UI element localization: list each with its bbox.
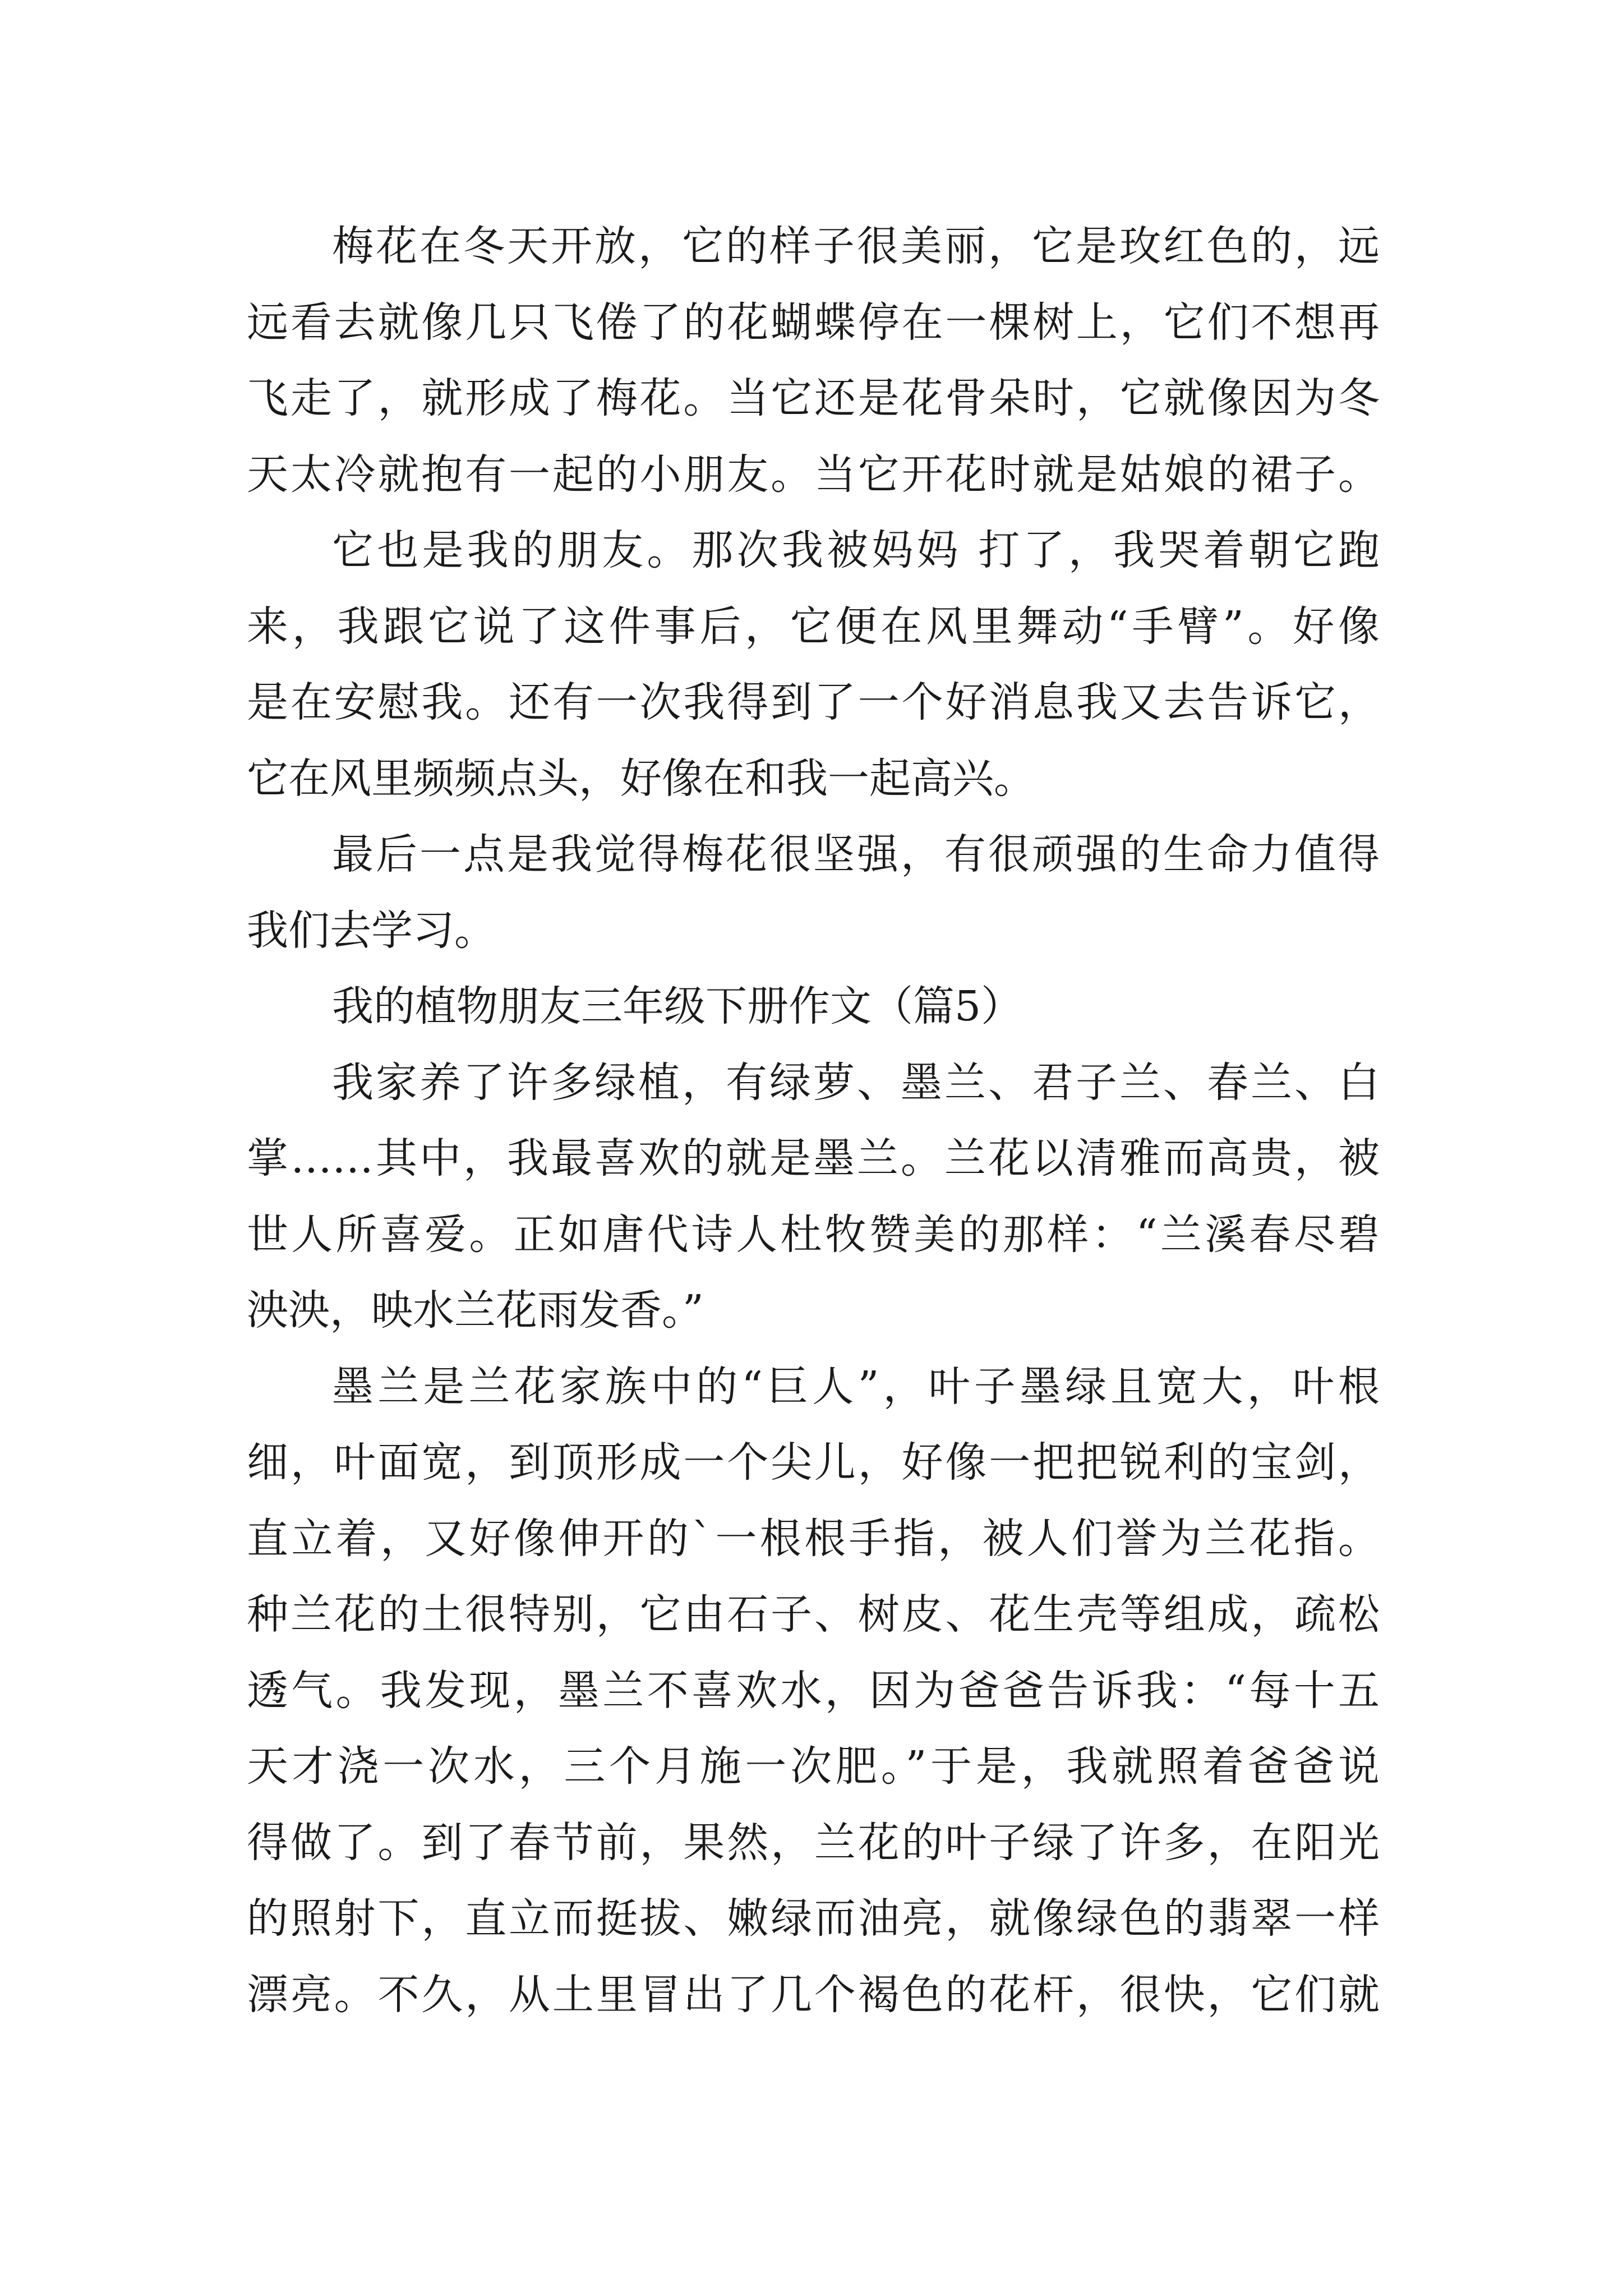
text-line: 是在安慰我。还有一次我得到了一个好消息我又去告诉它， <box>247 678 1380 726</box>
text-line: 我家养了许多绿植，有绿萝、墨兰、君子兰、春兰、白 <box>332 1058 1380 1107</box>
text-line: 远看去就像几只飞倦了的花蝴蝶停在一棵树上，它们不想再 <box>247 298 1380 347</box>
text-line: 我们去学习。 <box>247 906 496 955</box>
text-line: 它也是我的朋友。那次我被妈妈 打了，我哭着朝它跑 <box>332 526 1380 574</box>
text-line: 来，我跟它说了这件事后，它便在风里舞动“手臂”。好像 <box>247 602 1380 651</box>
text-line: 飞走了，就形成了梅花。当它还是花骨朵时，它就像因为冬 <box>247 374 1380 422</box>
text-line: 漂亮。不久，从土里冒出了几个褐色的花杆，很快，它们就 <box>247 1970 1380 2019</box>
text-line: 天才浇一次水，三个月施一次肥。”于是，我就照着爸爸说 <box>247 1742 1380 1791</box>
text-line: 我的植物朋友三年级下册作文（篇5） <box>332 982 1023 1030</box>
text-line: 细，叶面宽，到顶形成一个尖儿，好像一把把锐利的宝剑， <box>247 1438 1380 1487</box>
text-line: 它在风里频频点头，好像在和我一起高兴。 <box>247 754 1035 803</box>
text-line: 种兰花的土很特别，它由石子、树皮、花生壳等组成，疏松 <box>247 1590 1380 1639</box>
text-line: 的照射下，直立而挺拔、嫩绿而油亮，就像绿色的翡翠一样 <box>247 1894 1380 1943</box>
text-line: 泱泱，映水兰花雨发香。” <box>247 1286 704 1335</box>
text-line: 透气。我发现，墨兰不喜欢水，因为爸爸告诉我：“每十五 <box>247 1666 1380 1715</box>
text-line: 墨兰是兰花家族中的“巨人”，叶子墨绿且宽大，叶根 <box>332 1362 1380 1411</box>
text-line: 直立着，又好像伸开的`一根根手指，被人们誉为兰花指。 <box>247 1514 1380 1563</box>
text-line: 天太冷就抱有一起的小朋友。当它开花时就是姑娘的裙子。 <box>247 450 1380 499</box>
text-line: 得做了。到了春节前，果然，兰花的叶子绿了许多，在阳光 <box>247 1818 1380 1867</box>
text-line: 梅花在冬天开放，它的样子很美丽，它是玫红色的，远 <box>332 222 1380 270</box>
text-line: 掌……其中，我最喜欢的就是墨兰。兰花以清雅而高贵，被 <box>247 1134 1380 1182</box>
text-line: 世人所喜爱。正如唐代诗人杜牧赞美的那样：“兰溪春尽碧 <box>247 1210 1380 1259</box>
document-body <box>247 209 1380 2033</box>
text-line: 最后一点是我觉得梅花很坚强，有很顽强的生命力值得 <box>332 830 1380 878</box>
